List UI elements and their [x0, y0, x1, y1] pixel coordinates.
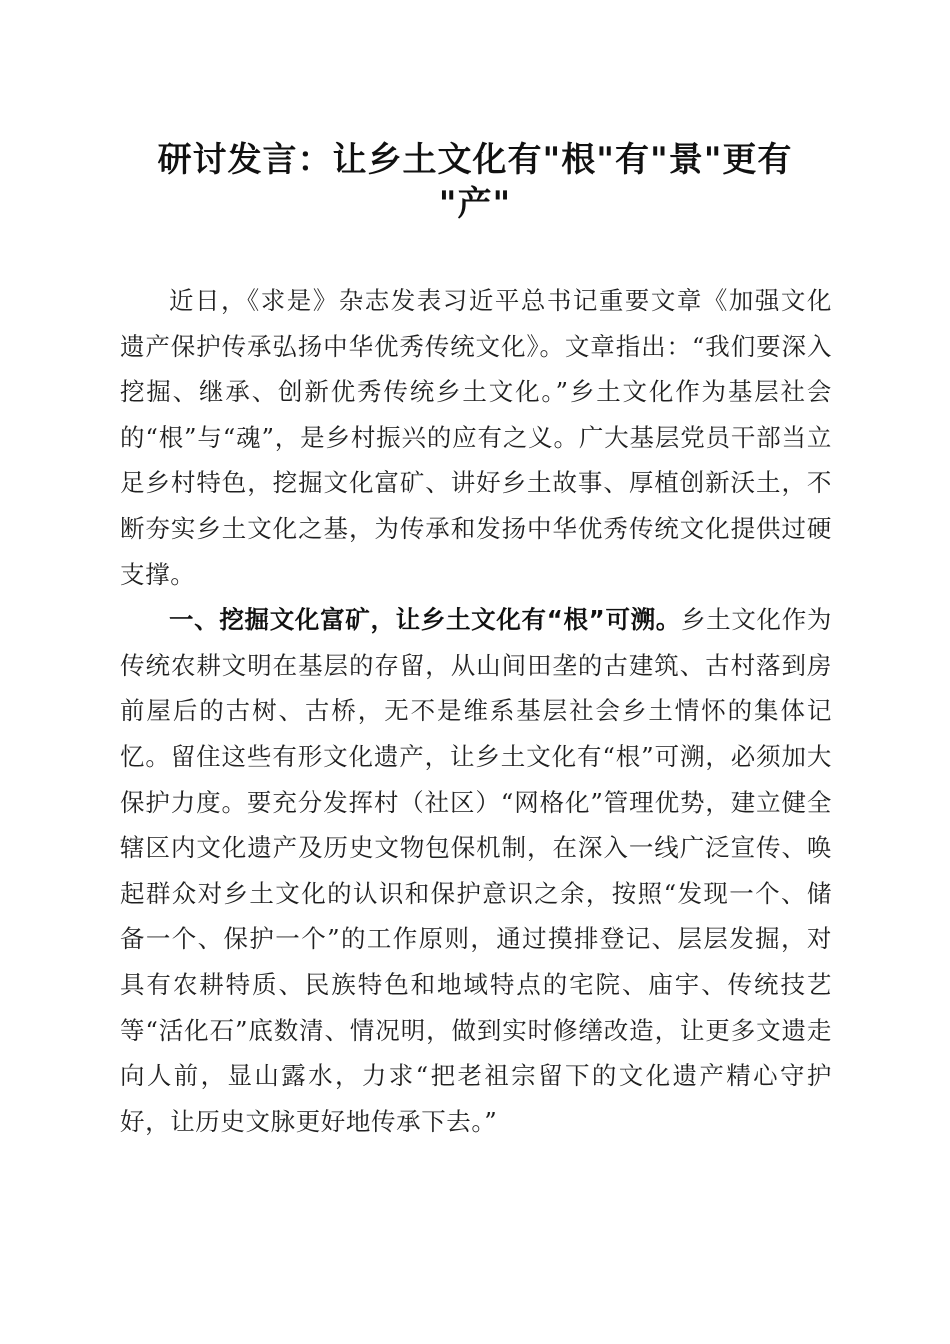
document-title — [100, 138, 850, 226]
section-1-text: 乡土文化作为传统农耕文明在基层的存留，从山间田垄的古建筑、古村落到房前屋后的古树、古桥，无不是维系基层社会乡土情怀的集体记忆。留住这些有形文化遗产，让乡土文化有“根”可溯，必须加大保护力度。要充分发挥村（社区）“网格化”管理优势，建立健全辖区内文化遗产及历史文物包保机制，在深入一线广泛宣传、唤起群众对乡土文化的认识和保护意识之余，按照“发现一个、储备一个、保护一个”的工作原则，通过摸排登记、层层发掘，对具有农耕特质、民族特色和地域特点的宅院、庙宇、传统技艺等“活化石”底数清、情况明，做到实时修缮改造，让更多文遗走向人前，显山露水，力求“把老祖宗留下的文化遗产精心守护好，让历史文脉更好地传承下去。” — [120, 605, 832, 1136]
intro-paragraph — [120, 278, 832, 597]
intro-paragraph-text: 近日，《求是》杂志发表习近平总书记重要文章《加强文化遗产保护传承弘扬中华优秀传统文化》。文章指出：“我们要深入挖掘、继承、创新优秀传统乡土文化。”乡土文化作为基层社会的“根”与“魂”，是乡村振兴的应有之义。广大基层党员干部当立足乡村特色，挖掘文化富矿、讲好乡土故事、厚植创新沃土，不断夯实乡土文化之基，为传承和发扬中华优秀传统文化提供过硬支撑。 — [120, 286, 832, 589]
title-line-2: "产" — [438, 184, 512, 224]
title-line-1: 研讨发言：让乡土文化有"根"有"景"更有 — [157, 140, 793, 180]
section-1-paragraph — [120, 597, 832, 1144]
section-1-heading: 一、挖掘文化富矿，让乡土文化有“根”可溯。 — [169, 605, 681, 635]
document-body — [120, 278, 832, 1144]
